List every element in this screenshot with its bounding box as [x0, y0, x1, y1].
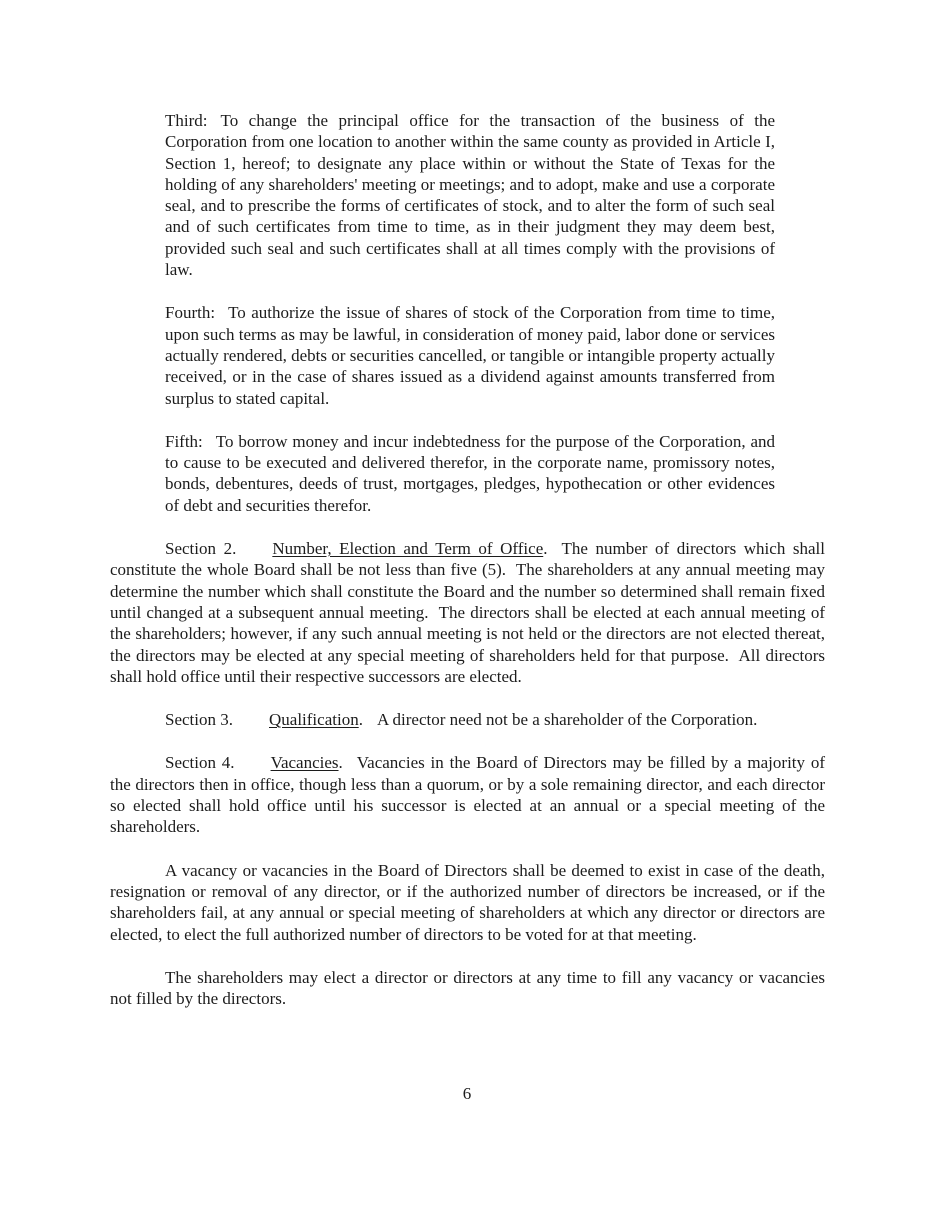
paragraph-third-text: To change the principal office for the transaction of the business of the Corporation from one location to another within the same county as provided in Article I, Section 1, hereof; to designate any place within or without the State of Texas for the holding of any shareholders' meeting or meetings; and to adopt, make and use a corporate seal, and to prescribe the forms of certificates of stock, and to alter the form of such seal and of such certificates from time to time, as in their judgment they may deem best, provided such seal and such certificates shall at all times comply with the provisions of law.	[165, 111, 775, 280]
section-3-heading-period: .	[358, 710, 363, 730]
paragraph-third	[165, 110, 775, 280]
section-2-text: The number of directors which shall constitute the whole Board shall be not less than five (5). The shareholders at any annual meeting may determine the number which shall constitute the Board and the number so determined shall remain fixed until changed at a subsequent annual meeting. The directors shall be elected at each annual meeting of the shareholders; however, if any such annual meeting is not held or the directors are not elected thereat, the directors may be elected at any special meeting of shareholders held for that purpose. All directors shall hold office until their respective successors are elected.	[110, 539, 826, 686]
paragraph-fourth-text: To authorize the issue of shares of stock of the Corporation from time to time, upon such terms as may be lawful, in consideration of money paid, labor done or services actually rendered, debts or securities cancelled, or tangible or intangible property actually received, or in the case of shares issued as a dividend against amounts transferred from surplus to stated capital.	[165, 303, 775, 408]
paragraph-vacancy-note	[110, 860, 825, 945]
paragraph-fifth	[165, 431, 775, 516]
document-body	[110, 110, 825, 1031]
section-3-text: A director need not be a shareholder of the Corporation.	[376, 710, 758, 730]
paragraph-fifth-text: To borrow money and incur indebtedness for the purpose of the Corporation, and to cause to be executed and delivered therefor, in the corporate name, promissory notes, bonds, debentures, deeds of trust, mortgages, pledges, hypothecation or other evidences of debt and securities therefor.	[165, 431, 775, 515]
paragraph-third-label: Third:	[165, 111, 208, 130]
section-4-heading-period: .	[338, 753, 343, 773]
paragraph-shareholders-note	[110, 967, 825, 1010]
paragraph-section-3	[110, 709, 825, 730]
section-3-heading: Qualification	[269, 710, 359, 730]
section-3-label: Section 3.	[165, 710, 233, 730]
paragraph-section-2	[110, 538, 825, 687]
section-2-label: Section 2.	[165, 539, 237, 559]
paragraph-fifth-label: Fifth:	[165, 431, 203, 451]
section-4-label: Section 4.	[165, 753, 235, 773]
paragraph-fourth	[165, 302, 775, 408]
page-number: 6	[462, 1084, 472, 1103]
section-2-heading: Number, Election and Term of Office	[272, 539, 544, 559]
paragraph-vacancy-note-text: A vacancy or vacancies in the Board of Directors shall be deemed to exist in case of the death, resignation or removal of any director, or if the authorized number of directors be increased, or if the shareholders fail, at any annual or special meeting of shareholders at which any director or directors are elected, to elect the full authorized number of directors to be voted for at that meeting.	[110, 860, 825, 944]
section-4-text: Vacancies in the Board of Directors may be filled by a majority of the directors then in office, though less than a quorum, or by a sole remaining director, and each director so elected shall hold office until his successor is elected at an annual or a special meeting of the shareholders.	[110, 753, 825, 837]
section-4-heading: Vacancies	[270, 753, 339, 773]
section-2-heading-period: .	[543, 539, 548, 559]
paragraph-shareholders-note-text: The shareholders may elect a director or directors at any time to fill any vacancy or vacancies not filled by the directors.	[110, 967, 825, 1009]
paragraph-fourth-label: Fourth:	[165, 303, 216, 323]
paragraph-section-4	[110, 752, 825, 837]
